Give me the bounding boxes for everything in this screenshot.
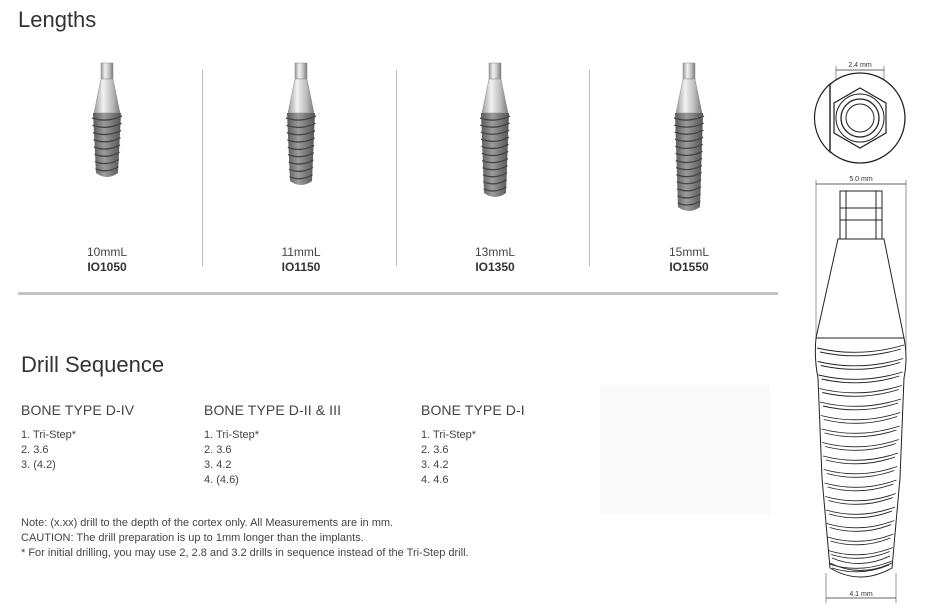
drill-step: 2. 3.6: [421, 444, 449, 456]
drill-step: 3. 4.2: [421, 459, 449, 471]
implant-length: 10mmL: [86, 245, 127, 259]
implant-image: [12, 55, 202, 235]
drill-step: 1. Tri-Step*: [421, 429, 477, 441]
implant-code: IO1550: [669, 260, 709, 274]
lengths-heading: Lengths: [18, 7, 97, 32]
implant-card: [206, 55, 396, 275]
implant-image: [400, 55, 590, 235]
column-divider: [396, 70, 397, 266]
drill-step: 1. Tri-Step*: [204, 429, 260, 441]
drill-step: 1. Tri-Step*: [21, 429, 77, 441]
width-dimension: 5.0 mm: [849, 176, 873, 183]
top-view-dimension: 2.4 mm: [848, 62, 872, 69]
implant-card: [12, 55, 202, 275]
drill-sequence-heading: Drill Sequence: [21, 352, 165, 377]
drill-step: 2. 3.6: [204, 444, 232, 456]
watermark: [600, 385, 770, 515]
drill-notes: [21, 516, 469, 561]
drill-step: 3. (4.2): [21, 459, 56, 471]
bone-type-column: [421, 402, 525, 488]
implant-code: IO1050: [87, 260, 127, 274]
bone-type-title: BONE TYPE D-II & III: [204, 402, 342, 418]
bone-type-title: BONE TYPE D-IV: [21, 402, 135, 418]
drill-step: 3. 4.2: [204, 459, 232, 471]
drill-step: 4. (4.6): [204, 474, 239, 486]
implant-side-view: [815, 191, 906, 577]
drill-step: 4. 4.6: [421, 474, 449, 486]
note-line: CAUTION: The drill preparation is up to 1mm longer than the implants.: [21, 532, 364, 544]
bone-type-column: [204, 402, 341, 488]
implant-top-view: [814, 73, 905, 163]
implant-length: 13mmL: [474, 245, 515, 259]
implant-code: IO1150: [281, 260, 321, 274]
bone-type-column: [21, 402, 134, 473]
implant-card: [400, 55, 590, 275]
drill-step: 2. 3.6: [21, 444, 49, 456]
column-divider: [589, 70, 590, 266]
implant-code: IO1350: [475, 260, 515, 274]
implant-length: 11mmL: [281, 245, 321, 259]
column-divider: [202, 70, 203, 266]
section-divider: [18, 292, 778, 295]
bone-type-title: BONE TYPE D-I: [421, 402, 525, 418]
implant-image: [594, 55, 784, 235]
implant-card: [594, 55, 784, 275]
implant-image: [206, 55, 396, 235]
implant-length: 15mmL: [668, 245, 709, 259]
note-line: Note: (x.xx) drill to the depth of the cortex only. All Measurements are in mm.: [21, 517, 394, 529]
note-line: * For initial drilling, you may use 2, 2.8 and 3.2 drills in sequence instead of the Tri-Step drill.: [21, 547, 469, 559]
implant-technical-drawing: [800, 58, 926, 608]
bottom-dimension: 4.1 mm: [849, 591, 873, 598]
